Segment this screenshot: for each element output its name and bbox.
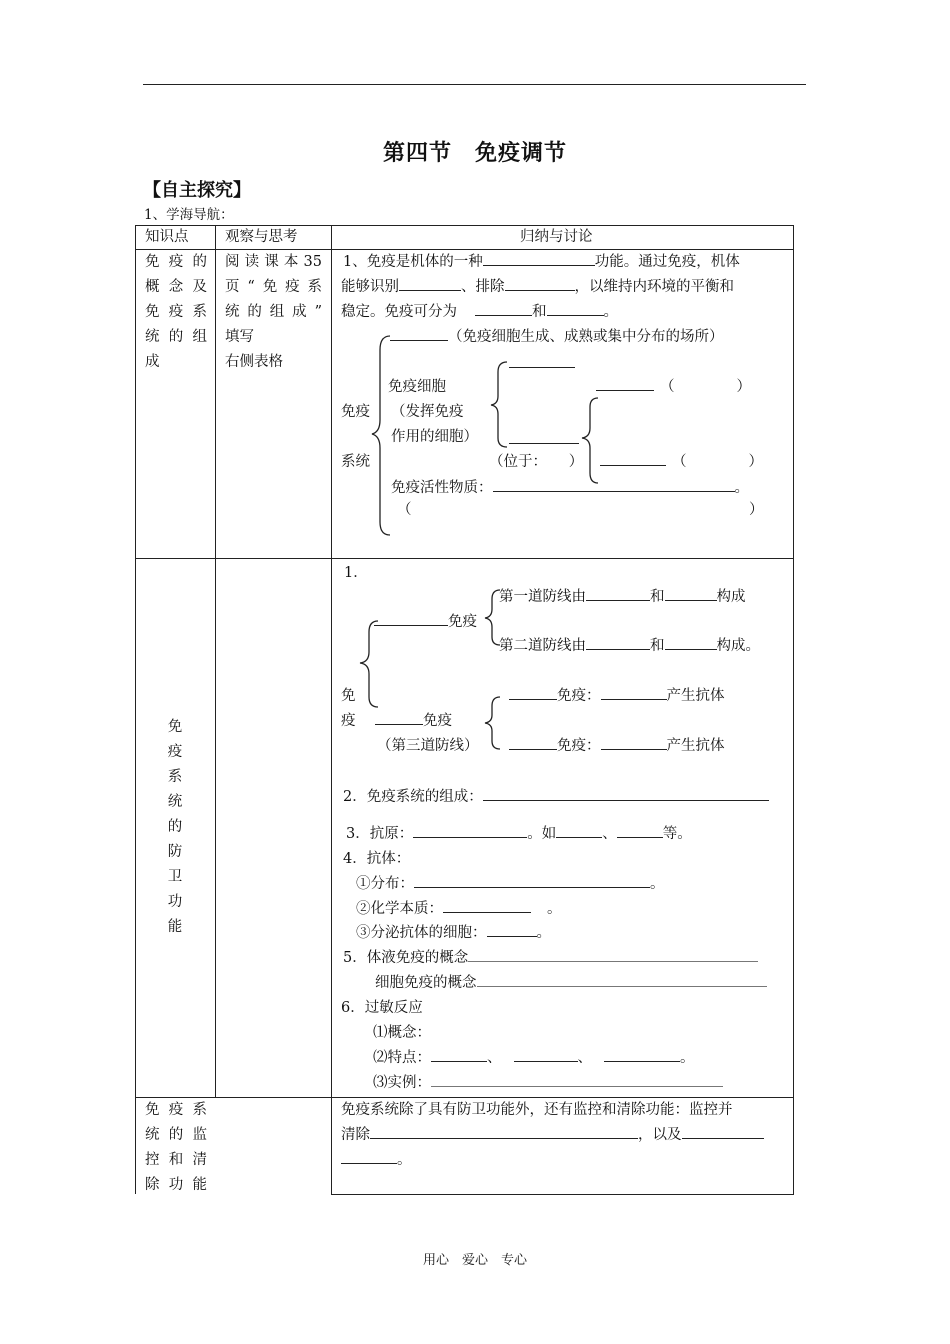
active-substance-row: 免疫活性物质： 。 [391,476,749,501]
cellular-row: 免疫： 产生抗体 [509,734,725,759]
row3-topic: 免疫系 统的监 控和清 除功能 [145,1102,207,1193]
lymph-blank-2: （ ） [600,450,763,475]
first-defense-line: 第一道防线由 和 构成 [499,585,746,610]
page-footer: 用心 爱心 专心 [422,1253,527,1268]
organ-row: （免疫细胞生成、成熟或集中分布的场所） [390,325,724,350]
item5-cellular: 细胞免疫的概念 [375,971,767,996]
row1-observe: 阅读课本35 页“免疫系 统的组成” 填写 右侧表格 [225,254,322,370]
nav-label: 1、学海导航： [144,207,234,223]
item3-antigen: 3．抗原： 。如 、 等。 [346,822,692,847]
row3-text-line1: 免疫系统除了具有防卫功能外，还有监控和清除功能：监控并 [341,1102,733,1118]
humoral-row: 免疫： 产生抗体 [509,684,725,709]
item6-concept: ⑴概念： [373,1025,431,1041]
row3-text-line3: 。 [341,1148,412,1173]
page-title: 第四节 免疫调节 [382,141,567,166]
item4-secreting-cell: ③分泌抗体的细胞： 。 [356,921,551,946]
immune-cell-note-1: （发挥免疫 [391,404,464,420]
active-paren-close: ） [749,502,764,518]
item4-chemistry: ②化学本质： 。 [356,897,562,922]
second-defense-line: 第二道防线由 和 构成。 [499,634,760,659]
header-topic: 知识点 [145,229,189,245]
row1-para-line3: 稳定。免疫可分为 和 。 [341,300,618,325]
innate-immune-row: 免疫 [374,610,477,635]
row1-para-line1: 1、免疫是机体的一种 功能。通过免疫，机体 [343,250,740,275]
immune-cell-note-2: 作用的细胞） [391,429,478,445]
item4-distribution: ①分布： 。 [356,872,665,897]
header-observe: 观察与思考 [225,229,298,245]
specific-immune-row: 免疫 [375,709,452,734]
item6-examples: ⑶实例： [373,1071,723,1096]
mian-char: 免 [341,688,356,704]
row1-para-line2: 能够识别 、排除 ，以维持内环境的平衡和 [341,275,734,300]
item6-features: ⑵特点： 、 、 。 [373,1046,695,1071]
item6-allergy: 6．过敏反应 [341,1000,423,1016]
system-label-2: 系统 [341,454,370,470]
defense-item-num: 1． [344,565,368,581]
active-paren-open: （ [397,502,412,518]
header-summary: 归纳与讨论 [520,229,593,245]
immune-cell-label: 免疫细胞 [388,379,446,395]
yi-char: 疫 [341,713,356,729]
row1-topic: 免疫的 概念及 免疫系 统的组 成 [145,254,207,370]
row2-topic: 免 疫 系 统 的 防 卫 功 能 [167,719,183,935]
item5-humoral: 5．体液免疫的概念 [343,946,758,971]
row3-text-line2: 清除 ，以及 [341,1123,764,1148]
item4-antibody: 4．抗体： [343,851,411,867]
section-heading: 【自主探究】 [143,180,251,201]
lymph-blank-1: （ ） [596,375,751,400]
third-defense-note: （第三道防线） [377,738,479,754]
item2-system-composition: 2．免疫系统的组成： [343,785,769,810]
system-label-1: 免疫 [341,404,370,420]
location-note: （位于： ） [489,454,584,470]
